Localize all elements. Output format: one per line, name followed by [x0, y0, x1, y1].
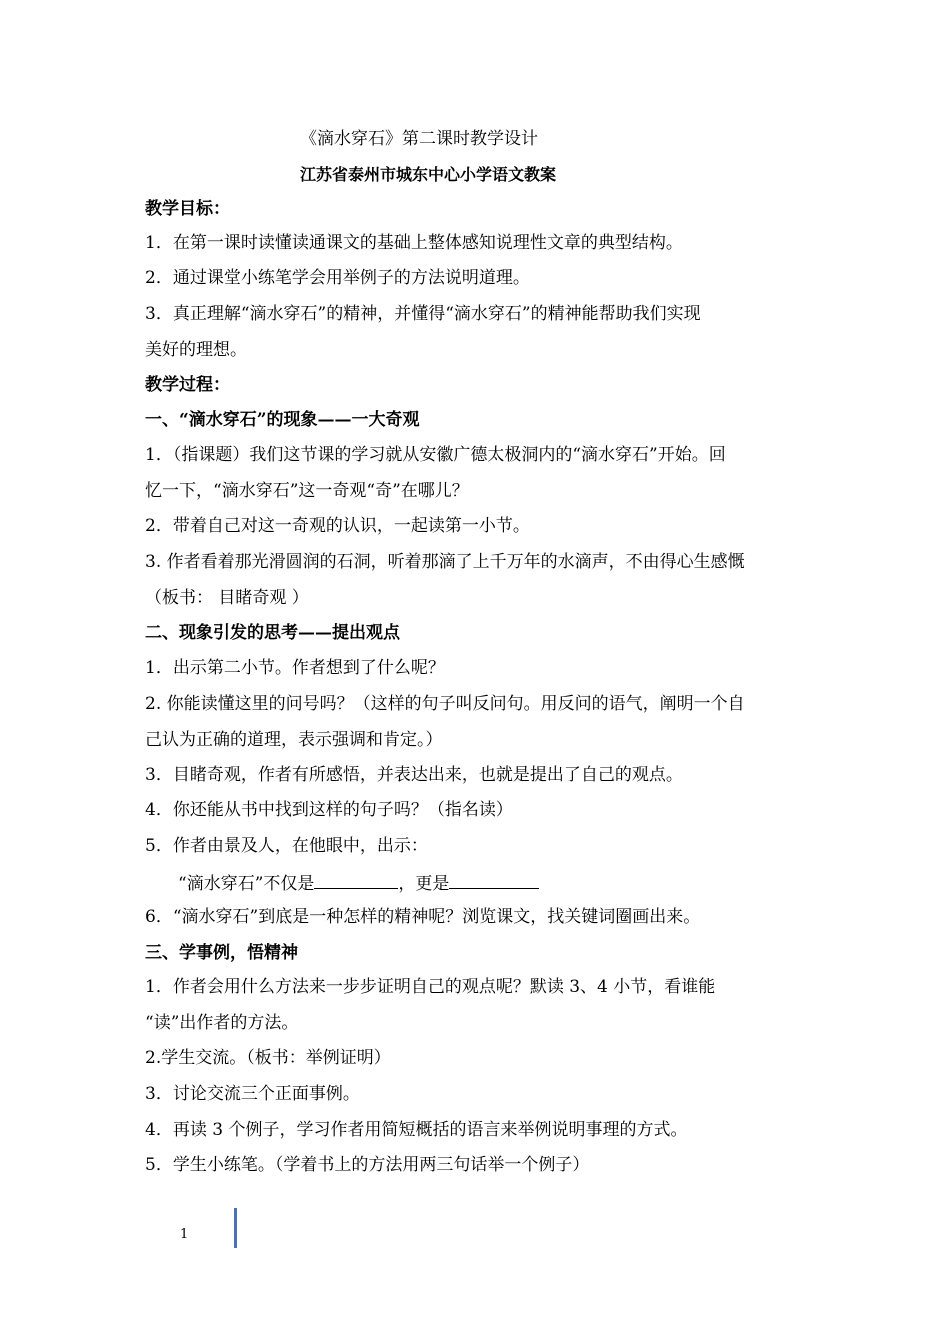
goal-line: 2．通过课堂小练笔学会用举例子的方法说明道理。: [145, 268, 530, 288]
section-line: 忆一下，“滴水穿石”这一奇观“奇”在哪儿？: [145, 481, 469, 501]
document-title: 《滴水穿石》第二课时教学设计: [300, 129, 538, 149]
fill-text-2: ，更是: [398, 874, 450, 894]
fill-blank[interactable]: [449, 870, 539, 889]
section-line: 己认为正确的道理，表示强调和肯定。）: [145, 730, 443, 750]
goal-line: 3．真正理解“滴水穿石”的精神，并懂得“滴水穿石”的精神能帮助我们实现: [145, 304, 701, 324]
goal-line: 1．在第一课时读懂读通课文的基础上整体感知说理性文章的典型结构。: [145, 233, 683, 253]
section-line: 2.学生交流。（板书：举例证明）: [145, 1048, 391, 1068]
section-line: 1．（指课题）我们这节课的学习就从安徽广德太极洞内的“滴水穿石”开始。回: [145, 445, 726, 465]
section-line: 4．再读 3 个例子，学习作者用简短概括的语言来举例说明事理的方式。: [145, 1120, 688, 1140]
footer-bar: [234, 1208, 237, 1248]
section-line: 6．“滴水穿石”到底是一种怎样的精神呢？浏览课文，找关键词圈画出来。: [145, 907, 701, 927]
section-line: 2. 你能读懂这里的问号吗？（这样的句子叫反问句。用反问的语气，阐明一个自: [145, 694, 745, 714]
page-number: 1: [180, 1227, 189, 1242]
section-line: 1．作者会用什么方法来一步步证明自己的观点呢？默读 3、4 小节，看谁能: [145, 977, 716, 997]
section-line: 4．你还能从书中找到这样的句子吗？（指名读）: [145, 800, 513, 820]
process-heading: 教学过程：: [145, 375, 230, 395]
section-heading: 一、“滴水穿石”的现象——一大奇观: [145, 410, 420, 430]
section-line: 3．目睹奇观，作者有所感悟，并表达出来，也就是提出了自己的观点。: [145, 765, 683, 785]
document-subtitle: 江苏省泰州市城东中心小学语文教案: [300, 165, 557, 184]
goal-line: 美好的理想。: [145, 340, 247, 360]
goals-heading: 教学目标：: [145, 199, 230, 219]
section-line: （板书： 目睹奇观 ）: [145, 588, 309, 608]
fill-text-1: “滴水穿石”不仅是: [178, 874, 315, 894]
fill-in-line: [178, 870, 843, 896]
fill-blank[interactable]: [314, 870, 398, 889]
section-line: 1．出示第二小节。作者想到了什么呢？: [145, 658, 445, 678]
section-line: 5．作者由景及人，在他眼中，出示：: [145, 836, 428, 856]
section-line: 3. 作者看着那光滑圆润的石洞，听着那滴了上千万年的水滴声，不由得心生感慨: [145, 552, 745, 572]
section-line: 2．带着自己对这一奇观的认识，一起读第一小节。: [145, 516, 530, 536]
section-line: 3．讨论交流三个正面事例。: [145, 1084, 360, 1104]
section-line: “读”出作者的方法。: [145, 1013, 299, 1033]
section-heading: 二、现象引发的思考——提出观点: [145, 623, 400, 643]
section-line: 5．学生小练笔。（学着书上的方法用两三句话举一个例子）: [145, 1155, 590, 1175]
section-heading: 三、学事例，悟精神: [145, 943, 298, 963]
